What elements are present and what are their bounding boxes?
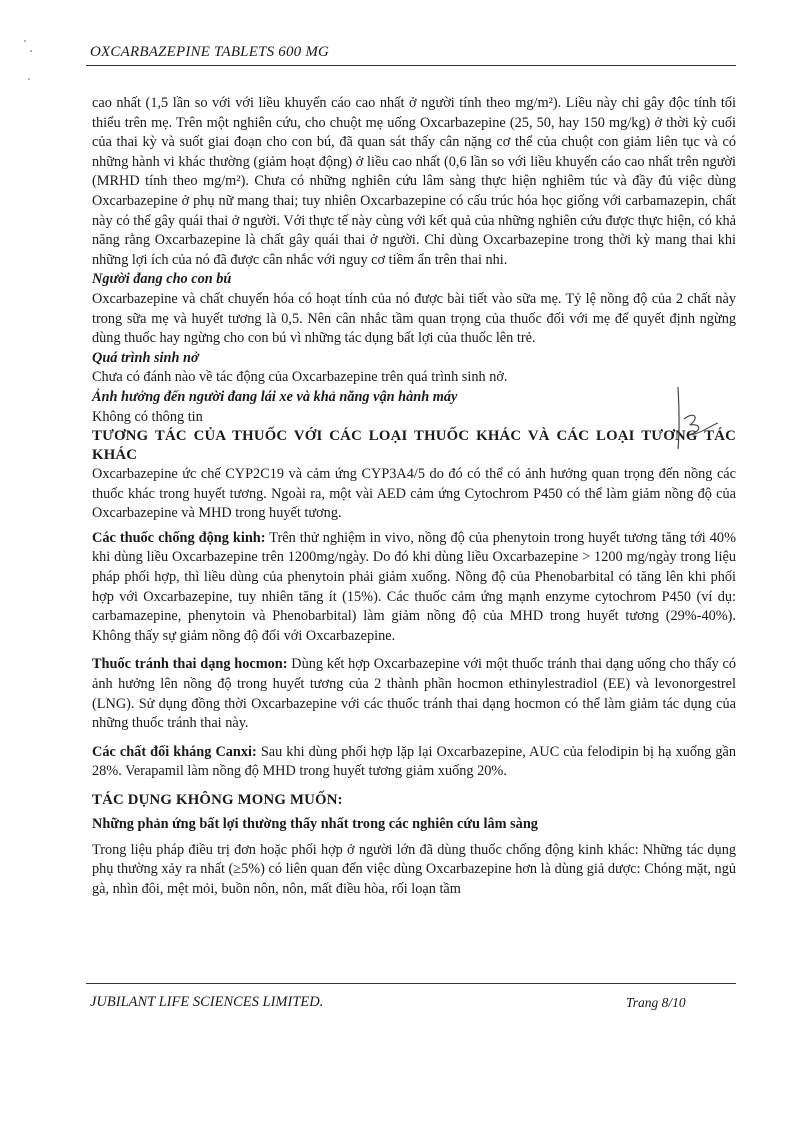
text-hormonal-contraceptives: Dùng kết hợp Oxcarbazepine với một thuốc tránh thai dạng uống cho thấy có ảnh hưởng lên nồng độ trong huyết tương của 2 thành phần hocmon ethinylestradiol (EE) và levonorgestrel (LNG). Sử dụng đồng thời Oxcarbazepine với các thuốc tránh thai dạng hocmon có thể làm giảm tác dụng của những thuốc tránh thai này. [92, 656, 736, 732]
footer-rule [86, 983, 736, 984]
text-antiepileptics: Trên thử nghiệm in vivo, nồng độ của phenytoin trong huyết tương tăng tới 40% khi dùng liều Oxcarbazepine trên 1200mg/ngày. Do đó khi dùng liều Oxcarbazepine > 1200 mg/ngày trong liệu pháp phối hợp, thì liều dùng của phenytoin phải giảm xuống. Nồng độ của Phenobarbital có tăng lên khi phối hợp với Oxcarbazepine, tuy nhiên tăng ít (15%). Các thuốc cảm ứng mạnh enzyme cytochrom P450 (ví dụ: carbamazepine, phenytoin và Phenobarbital) làm giảm nồng độ của MHD trong huyết tương (29%-40%). Không thấy sự giảm nồng độ đối với Oxcarbazepine. [92, 529, 736, 644]
paragraph-hormonal-contraceptives [92, 655, 736, 733]
label-antiepileptics: Các thuốc chống động kinh: [92, 529, 266, 546]
paragraph-pregnancy-continued: cao nhất (1,5 lần so với với liều khuyến cáo cao nhất ở người tính theo mg/m²). Liều này chỉ gây độc tính tối thiểu trên mẹ. Trên một nghiên cứu, cho chuột mẹ uống Oxcarbazepine (25, 50, hay 150 mg/kg) ở thời kỳ cuối của thai kỳ và suốt giai đoạn cho con bú, đã quan sát thấy cân nặng cơ thể của chuột con giảm liên tục và có những hành vi khác thường (giảm hoạt động) ở liều cao nhất (0,6 lần so với liều khuyến cáo cao nhất trên người (MRHD tính theo mg/m²). Chưa có những nghiên cứu lâm sàng thực hiện nghiêm túc và đầy đủ việc dùng Oxcarbazepine ở phụ nữ mang thai; tuy nhiên Oxcarbazepine có cấu trúc hóa học giống với carbamazepin, chất này có thể gây quái thai ở người. Với thực tế này cùng với kết quả của những nghiên cứu được thực hiện, có khả năng rằng Oxcarbazepine là chất gây quái thai ở người. Chỉ dùng Oxcarbazepine trong thời kỳ mang thai khi những lợi ích của nó đã được cân nhắc với nguy cơ tiềm ẩn trên thai nhi. [92, 95, 736, 268]
heading-driving: Ảnh hưởng đến người đang lái xe và khả năng vận hành máy [92, 388, 458, 405]
header-rule [86, 65, 736, 66]
signature-mark [664, 383, 720, 453]
paragraph-interactions-intro: Oxcarbazepine ức chế CYP2C19 và cảm ứng CYP3A4/5 do đó có thể có ảnh hưởng quan trọng đến nồng các thuốc khác trong huyết tương. Ngoài ra, một vài AED cảm ứng Cytochrom P450 có thể làm giảm nồng độ của Oxcarbazepine và MHD trong huyết tương. [92, 466, 736, 522]
paragraph-fertility: Chưa có đánh nào về tác động của Oxcarbazepine trên quá trình sinh nở. [92, 369, 508, 386]
footer-company: JUBILANT LIFE SCIENCES LIMITED. [90, 994, 324, 1010]
text-calcium-antagonists: Sau khi dùng phối hợp lặp lại Oxcarbazepine, AUC của felodipin bị hạ xuống gần 28%. Verapamil làm nồng độ MHD trong huyết tương giảm xuống 20%. [92, 743, 736, 780]
scan-speck [24, 40, 26, 42]
label-hormonal-contraceptives: Thuốc tránh thai dạng hocmon: [92, 656, 288, 673]
paragraph-antiepileptics [92, 529, 736, 647]
heading-common-adverse-reactions: Những phản ứng bất lợi thường thấy nhất trong các nghiên cứu lâm sàng [92, 816, 538, 832]
paragraph-breastfeeding: Oxcarbazepine và chất chuyển hóa có hoạt tính của nó được bài tiết vào sữa mẹ. Tỷ lệ nồng độ của 2 chất này trong sữa mẹ và huyết tương là 0,5. Nên cân nhắc tầm quan trọng của thuốc đối với mẹ để quyết định ngừng dùng thuốc hay ngừng cho con bú vì những tác dụng bất lợi của thuốc lên trẻ. [92, 290, 736, 347]
header-title: OXCARBAZEPINE TABLETS 600 MG [90, 44, 330, 60]
heading-fertility: Quá trình sinh nở [92, 349, 199, 366]
heading-interactions: TƯƠNG TÁC CỦA THUỐC VỚI CÁC LOẠI THUỐC KHÁC VÀ CÁC LOẠI TƯƠNG TÁC KHÁC [92, 428, 736, 464]
paragraph-driving: Không có thông tin [92, 408, 203, 425]
label-calcium-antagonists: Các chất đối kháng Canxi: [92, 743, 257, 760]
scan-speck [28, 78, 30, 80]
main-content [92, 94, 736, 899]
heading-breastfeeding: Người đang cho con bú [92, 271, 232, 288]
paragraph-adverse-reactions: Trong liệu pháp điều trị đơn hoặc phối hợp ở người lớn đã dùng thuốc chống động kinh khác: Những tác dụng phụ thường xảy ra nhất (≥5%) có liên quan đến việc dùng Oxcarbazepine hơn là dùng giả dược: Chóng mặt, ngủ gà, nhìn đôi, mệt mỏi, buồn nôn, nôn, mất điều hòa, rối loạn tầm [92, 841, 736, 897]
scan-speck [30, 50, 32, 52]
paragraph-calcium-antagonists [92, 743, 736, 782]
footer-page-number: Trang 8/10 [626, 995, 686, 1010]
heading-adverse-effects: TÁC DỤNG KHÔNG MONG MUỐN: [92, 792, 343, 808]
